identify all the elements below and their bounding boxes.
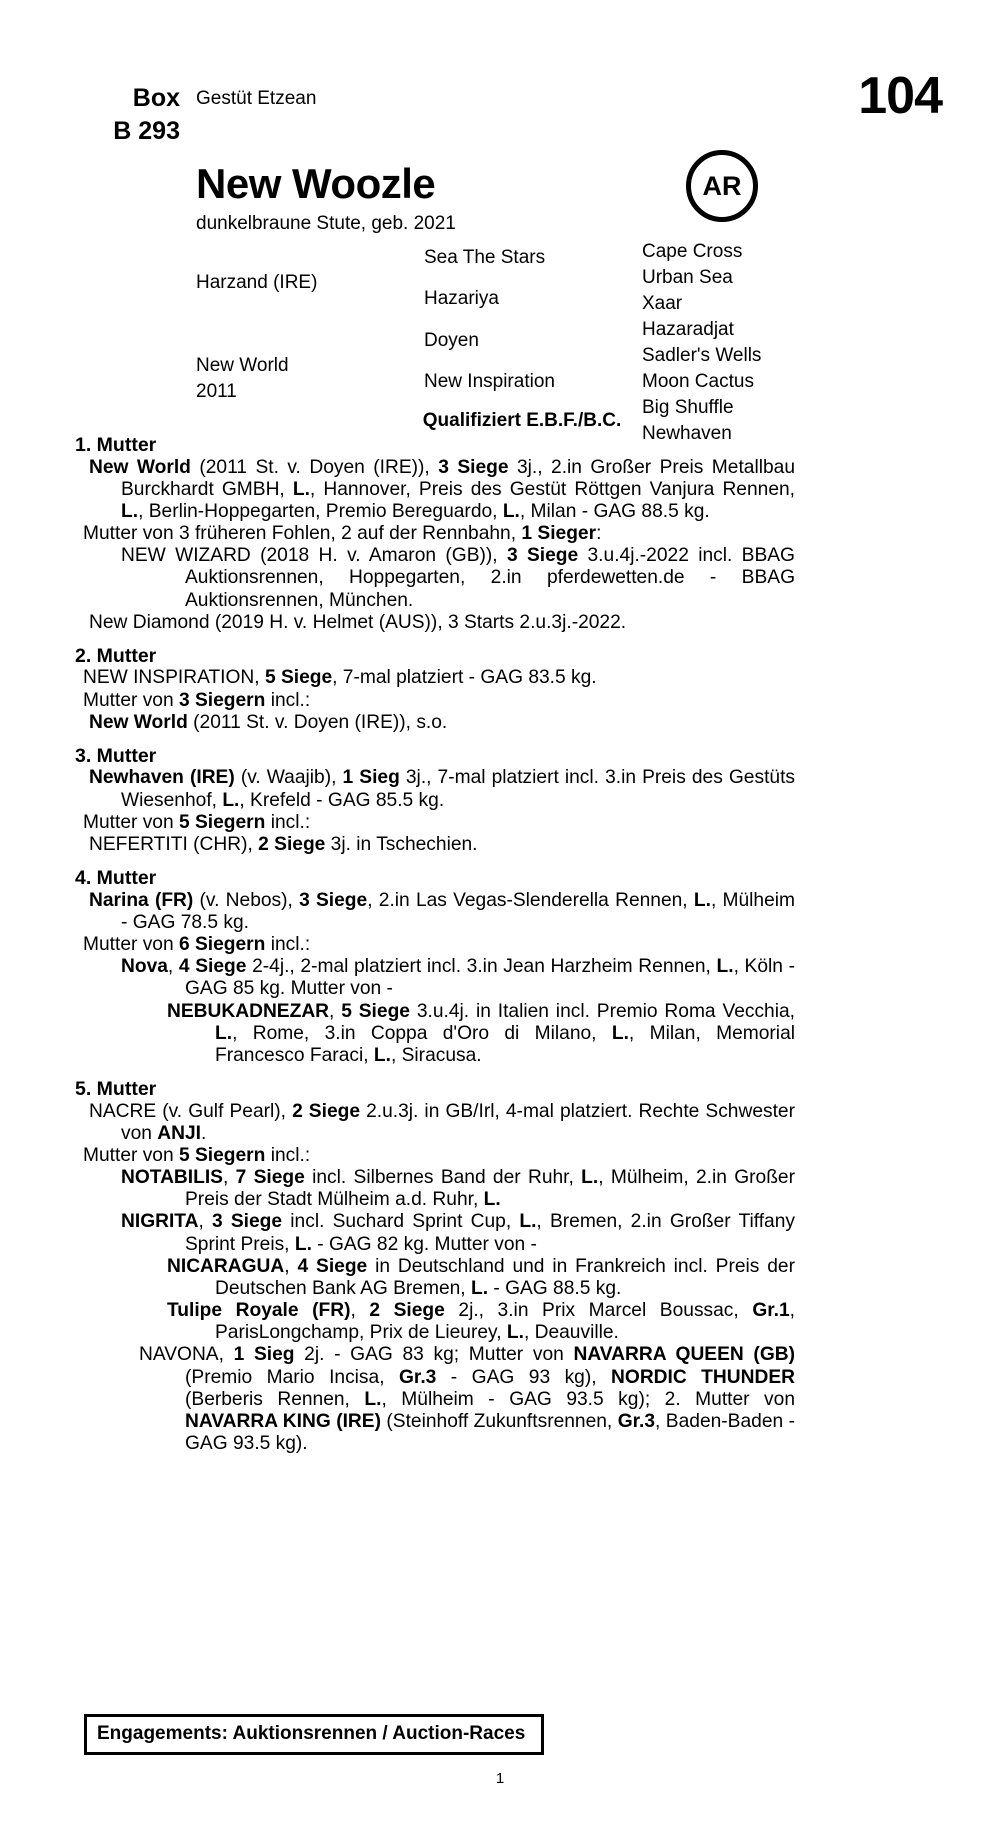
text: incl.: bbox=[265, 1144, 311, 1166]
text: , bbox=[329, 1000, 342, 1022]
dam1-paragraph-2 bbox=[75, 523, 795, 545]
winners-count: 1 Sieger bbox=[521, 523, 597, 545]
listed-mark: L. bbox=[519, 1211, 537, 1233]
text: , 2.in Las Vegas-Slenderella Rennen, bbox=[367, 889, 694, 911]
text: NEW WIZARD (2018 H. v. Amaron (GB)), bbox=[121, 545, 507, 567]
wins-count: 3 Siege bbox=[438, 456, 509, 478]
group-mark: Gr.3 bbox=[399, 1366, 437, 1388]
dam2-paragraph-1 bbox=[75, 667, 795, 689]
page-number: 1 bbox=[495, 1770, 505, 1787]
text: , bbox=[167, 956, 179, 978]
listed-mark: L. bbox=[470, 1277, 489, 1299]
pedigree-notes bbox=[75, 434, 795, 1455]
pedigree-gen3-3: Xaar bbox=[642, 293, 683, 315]
section-heading-dam4: 4. Mutter bbox=[75, 867, 157, 890]
listed-mark: L. bbox=[483, 1189, 501, 1211]
text: (2011 St. v. Doyen (IRE)), s.o. bbox=[187, 711, 448, 733]
text: in Deutschland und in Frankreich incl. Preis der Deutschen Bank AG Bremen, bbox=[215, 1255, 795, 1299]
horse-ref: Tulipe Royale (FR) bbox=[167, 1300, 351, 1322]
wins-count: 4 Siege bbox=[297, 1255, 368, 1277]
dam3-paragraph-2 bbox=[75, 812, 795, 834]
dam1-progeny-2: New Diamond (2019 H. v. Helmet (AUS)), 3 Starts 2.u.3j.-2022. bbox=[89, 611, 627, 633]
text: , ParisLongchamp, Prix de Lieurey, bbox=[215, 1300, 795, 1344]
box-label: Box bbox=[132, 84, 180, 112]
listed-mark: L. bbox=[294, 1233, 312, 1255]
dam4-paragraph-1 bbox=[75, 890, 795, 934]
horse-ref: Narina (FR) bbox=[89, 889, 194, 911]
winners-count: 5 Siegern bbox=[178, 1144, 266, 1166]
horse-ref: NIGRITA bbox=[121, 1211, 199, 1233]
text: 3.u.4j. in Italien incl. Premio Roma Vecchia, bbox=[409, 1000, 795, 1022]
horse-ref: NEBUKADNEZAR bbox=[167, 1000, 330, 1022]
dam2-paragraph-2 bbox=[75, 690, 795, 712]
wins-count: 2 Siege bbox=[369, 1300, 445, 1322]
horse-ref: Newhaven (IRE) bbox=[89, 767, 235, 789]
qualified-note: Qualifiziert E.B.F./B.C. bbox=[422, 410, 622, 431]
text: - GAG 82 kg. Mutter von - bbox=[311, 1233, 537, 1255]
wins-count: 3 Siege bbox=[299, 889, 368, 911]
text: 2j. - GAG 83 kg; Mutter von bbox=[294, 1344, 574, 1366]
winners-count: 6 Siegern bbox=[178, 933, 266, 955]
text: Mutter von bbox=[83, 689, 179, 711]
dam4-progeny-1 bbox=[75, 956, 795, 1000]
text: , 7-mal platziert - GAG 83.5 kg. bbox=[332, 667, 597, 689]
text: , Mülheim, 2.in Großer Preis der Stadt Mülheim a.d. Ruhr, bbox=[185, 1167, 795, 1211]
dam5-progeny-4 bbox=[75, 1300, 795, 1344]
text: Mutter von bbox=[83, 811, 179, 833]
section-heading-dam2: 2. Mutter bbox=[75, 644, 157, 667]
text: NACRE (v. Gulf Pearl), bbox=[89, 1100, 293, 1122]
engagements-box: Engagements: Auktionsrennen / Auction-Races bbox=[84, 1714, 544, 1755]
text: (v. Nebos), bbox=[193, 889, 300, 911]
text: (Steinhoff Zukunftsrennen, bbox=[380, 1410, 618, 1432]
horse-ref: New World bbox=[89, 456, 191, 478]
listed-mark: L. bbox=[121, 500, 139, 522]
text: , Milan, Memorial Francesco Faraci, bbox=[215, 1022, 796, 1066]
pedigree-gen2-2: Hazariya bbox=[424, 288, 499, 309]
text: incl.: bbox=[265, 811, 311, 833]
wins-count: 2 Siege bbox=[258, 833, 326, 855]
winners-count: 3 Siegern bbox=[178, 689, 266, 711]
wins-count: 3 Siege bbox=[506, 545, 579, 567]
horse-ref: Nova bbox=[121, 956, 168, 978]
pedigree-dam-year: 2011 bbox=[196, 380, 237, 402]
listed-mark: L. bbox=[581, 1167, 599, 1189]
text: , bbox=[198, 1211, 212, 1233]
listed-mark: L. bbox=[611, 1022, 629, 1044]
listed-mark: L. bbox=[693, 889, 711, 911]
wins-count: 5 Siege bbox=[264, 667, 333, 689]
horse-ref: NOTABILIS bbox=[121, 1167, 223, 1189]
wins-count: 2 Siege bbox=[292, 1100, 361, 1122]
text: , Rome, 3.in Coppa d'Oro di Milano, bbox=[232, 1022, 612, 1044]
pedigree-gen3-4: Hazaradjat bbox=[642, 319, 734, 341]
pedigree-gen3-5: Sadler's Wells bbox=[642, 345, 762, 367]
section-heading-dam3: 3. Mutter bbox=[75, 744, 157, 767]
group-mark: Gr.3 bbox=[617, 1410, 656, 1432]
winners-count: 5 Siegern bbox=[178, 811, 266, 833]
text: , Mülheim - GAG 93.5 kg); 2. Mutter von bbox=[381, 1388, 795, 1410]
pedigree-gen3-8: Newhaven bbox=[642, 423, 732, 445]
text: , Milan - GAG 88.5 kg. bbox=[519, 500, 710, 522]
dam3-paragraph-1 bbox=[75, 767, 795, 811]
text: incl. Silbernes Band der Ruhr, bbox=[304, 1167, 582, 1189]
text: , Berlin-Hoppegarten, Premio Bereguardo, bbox=[138, 500, 503, 522]
listed-mark: L. bbox=[716, 956, 734, 978]
text: (Berberis Rennen, bbox=[185, 1388, 365, 1410]
pedigree-gen3-2: Urban Sea bbox=[642, 267, 733, 289]
text: , Krefeld - GAG 85.5 kg. bbox=[239, 789, 445, 811]
dam1-progeny-1 bbox=[75, 545, 795, 612]
text: 3j. in Tschechien. bbox=[325, 833, 478, 855]
text: Mutter von bbox=[83, 1144, 179, 1166]
dam5-paragraph-1 bbox=[75, 1101, 795, 1145]
text: , Bremen, 2.in Großer Tiffany Sprint Preis, bbox=[185, 1211, 795, 1255]
listed-mark: L. bbox=[215, 1022, 233, 1044]
text: incl.: bbox=[265, 933, 311, 955]
listed-mark: L. bbox=[292, 478, 310, 500]
pedigree-gen2-3: Doyen bbox=[424, 330, 479, 351]
pedigree-gen3-7: Big Shuffle bbox=[642, 397, 734, 419]
horse-ref: NAVARRA QUEEN (GB) bbox=[573, 1344, 795, 1366]
pedigree-gen2-4: New Inspiration bbox=[424, 371, 555, 392]
dam5-progeny-5 bbox=[75, 1344, 795, 1455]
text: , Siracusa. bbox=[390, 1044, 482, 1066]
page-title: New Woozle bbox=[196, 160, 436, 207]
text: , Mülheim - GAG 78.5 kg. bbox=[121, 889, 796, 933]
horse-ref: NORDIC THUNDER bbox=[611, 1366, 795, 1388]
listed-mark: L. bbox=[222, 789, 240, 811]
text: NEW INSPIRATION, bbox=[83, 667, 265, 689]
text: , Hannover, Preis des Gestüt Röttgen Vanjura Rennen, bbox=[309, 478, 795, 500]
dam5-paragraph-2 bbox=[75, 1145, 795, 1167]
listed-mark: L. bbox=[364, 1388, 382, 1410]
text: . bbox=[201, 1122, 207, 1144]
wins-count: 7 Siege bbox=[235, 1167, 305, 1189]
pedigree-dam bbox=[196, 353, 289, 404]
dam4-paragraph-2 bbox=[75, 934, 795, 956]
dam5-progeny-3 bbox=[75, 1256, 795, 1300]
pedigree-gen3-6: Moon Cactus bbox=[642, 371, 754, 393]
text: (2011 St. v. Doyen (IRE)), bbox=[190, 456, 439, 478]
text: , Köln - GAG 85 kg. Mutter von - bbox=[185, 956, 795, 1000]
dam5-progeny-1 bbox=[75, 1167, 795, 1211]
text: NEFERTITI (CHR), bbox=[89, 833, 259, 855]
dam3-progeny-1 bbox=[75, 834, 795, 856]
listed-mark: L. bbox=[373, 1044, 391, 1066]
wins-count: 1 Sieg bbox=[233, 1344, 295, 1366]
horse-description: dunkelbraune Stute, geb. 2021 bbox=[196, 213, 456, 234]
dam4-progeny-2 bbox=[75, 1001, 795, 1068]
text: incl. Suchard Sprint Cup, bbox=[282, 1211, 520, 1233]
pedigree-gen2-1: Sea The Stars bbox=[424, 247, 546, 268]
text: (v. Waajib), bbox=[234, 767, 343, 789]
dam1-paragraph-1 bbox=[75, 457, 795, 524]
horse-ref: New World bbox=[89, 711, 188, 733]
horse-ref: ANJI bbox=[157, 1122, 201, 1144]
listed-mark: L. bbox=[506, 1322, 524, 1344]
lot-number: 104 bbox=[858, 67, 942, 125]
text: Mutter von 3 früheren Fohlen, 2 auf der Rennbahn, bbox=[83, 523, 522, 545]
text: incl.: bbox=[265, 689, 311, 711]
horse-ref: NICARAGUA bbox=[167, 1255, 285, 1277]
text: : bbox=[596, 523, 602, 545]
pedigree-sire: Harzand (IRE) bbox=[196, 272, 318, 293]
wins-count: 4 Siege bbox=[178, 956, 247, 978]
text: , bbox=[222, 1167, 236, 1189]
wins-count: 5 Siege bbox=[341, 1000, 410, 1022]
text: (Premio Mario Incisa, bbox=[185, 1366, 399, 1388]
text: 3j., 7-mal platziert incl. 3.in Preis des Gestüts Wiesenhof, bbox=[121, 767, 795, 811]
text: 2-4j., 2-mal platziert incl. 3.in Jean Harzheim Rennen, bbox=[246, 956, 717, 978]
group-mark: Gr.1 bbox=[752, 1300, 790, 1322]
section-heading-dam5: 5. Mutter bbox=[75, 1078, 157, 1101]
section-heading-dam1: 1. Mutter bbox=[75, 434, 157, 456]
text: 3.u.4j.-2022 incl. BBAG Auktionsrennen, Hoppegarten, 2.in pferdewetten.de - BBAG Auktionsrennen, München. bbox=[185, 545, 795, 611]
text: 2.u.3j. in GB/Irl, 4-mal platziert. Rechte Schwester von bbox=[121, 1100, 795, 1144]
listed-mark: L. bbox=[502, 500, 520, 522]
text: 3j., 2.in Großer Preis Metallbau Burckhardt GMBH, bbox=[121, 456, 796, 500]
ar-badge-icon: AR bbox=[686, 150, 758, 222]
text: 2j., 3.in Prix Marcel Boussac, bbox=[444, 1300, 753, 1322]
text: NAVONA, bbox=[139, 1344, 234, 1366]
text: , bbox=[350, 1300, 370, 1322]
pedigree-dam-name: New World bbox=[196, 355, 289, 376]
wins-count: 3 Siege bbox=[212, 1211, 283, 1233]
dam5-progeny-2 bbox=[75, 1211, 795, 1255]
text: - GAG 93 kg), bbox=[436, 1366, 612, 1388]
text: , bbox=[284, 1255, 298, 1277]
wins-count: 1 Sieg bbox=[342, 767, 400, 789]
breeder-name: Gestüt Etzean bbox=[196, 88, 317, 109]
text: Mutter von bbox=[83, 933, 179, 955]
pedigree-gen3-1: Cape Cross bbox=[642, 241, 743, 262]
text: , Deauville. bbox=[523, 1322, 619, 1344]
text: , Baden-Baden - GAG 93.5 kg). bbox=[185, 1410, 795, 1455]
box-number: B 293 bbox=[113, 117, 180, 145]
text: - GAG 88.5 kg. bbox=[488, 1277, 622, 1299]
horse-ref: NAVARRA KING (IRE) bbox=[185, 1410, 381, 1432]
dam2-progeny-1 bbox=[75, 712, 795, 734]
